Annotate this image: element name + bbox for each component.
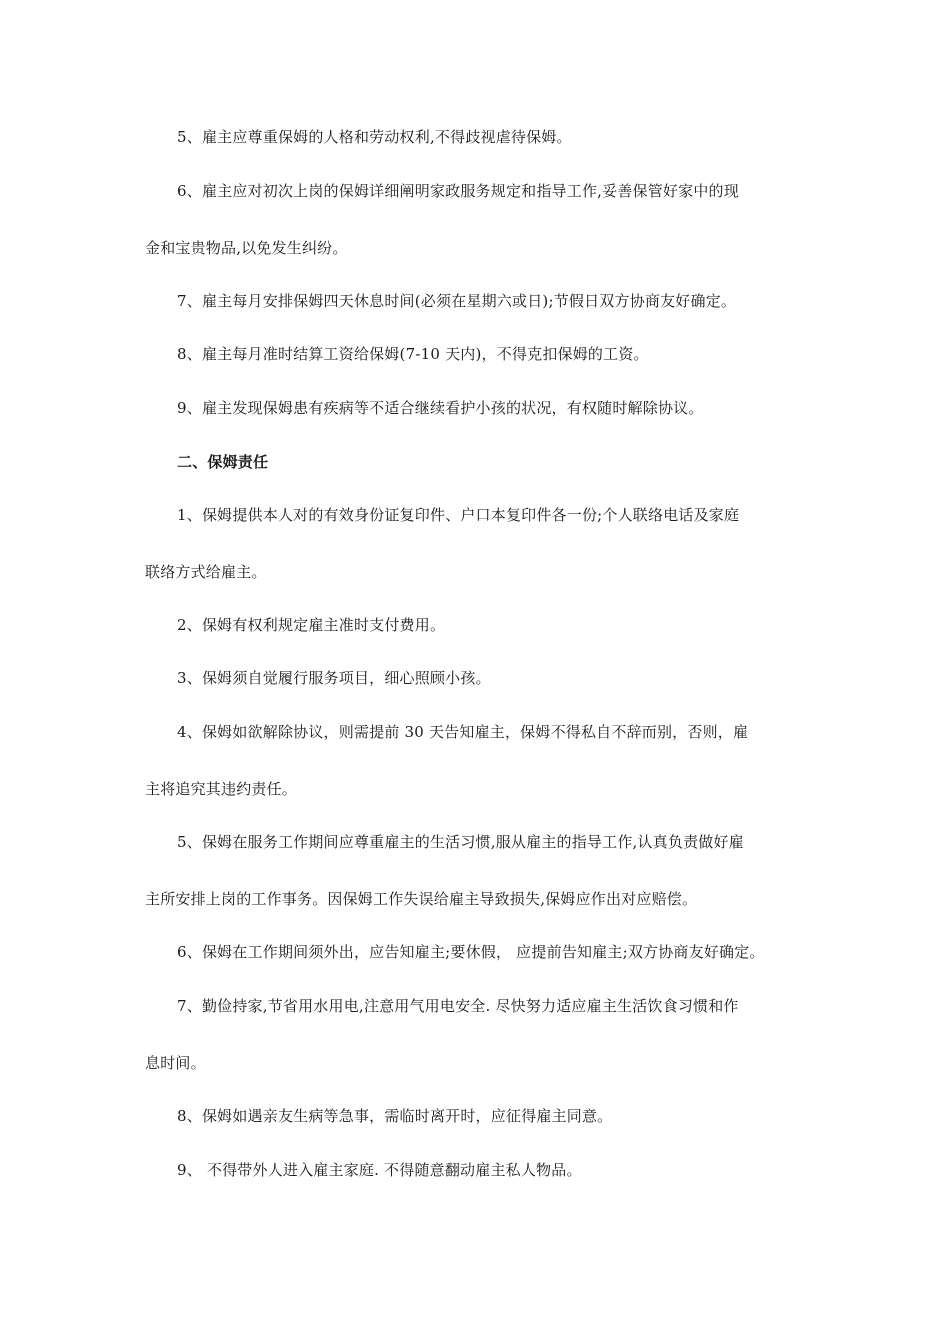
nanny-item-5-line-2: 主所安排上岗的工作事务。因保姆工作失误给雇主导致损失,保姆应作出对应赔偿。 [145,890,698,908]
nanny-item-1-line-2: 联络方式给雇主。 [145,563,267,581]
section-heading-nanny-responsibilities: 二、保姆责任 [177,453,269,471]
nanny-item-7-line-1: 7、勤俭持家,节省用水用电,注意用气用电安全. 尽快努力适应雇主生活饮食习惯和作 [177,997,739,1015]
nanny-item-6: 6、保姆在工作期间须外出，应告知雇主;要休假， 应提前告知雇主;双方协商友好确定。 [177,943,765,961]
employer-item-8: 8、雇主每月准时结算工资给保姆(7-10 天内)，不得克扣保姆的工资。 [177,345,649,363]
nanny-item-4-line-1: 4、保姆如欲解除协议，则需提前 30 天告知雇主，保姆不得私自不辞而别，否则，雇 [177,723,749,741]
nanny-item-5-line-1: 5、保姆在服务工作期间应尊重雇主的生活习惯,服从雇主的指导工作,认真负责做好雇 [177,833,744,851]
nanny-item-7-line-2: 息时间。 [145,1054,206,1072]
employer-item-7: 7、雇主每月安排保姆四天休息时间(必须在星期六或日);节假日双方协商友好确定。 [177,292,737,310]
nanny-item-9: 9、 不得带外人进入雇主家庭. 不得随意翻动雇主私人物品。 [177,1161,582,1179]
nanny-item-4-line-2: 主将追究其违约责任。 [145,780,298,798]
nanny-item-3: 3、保姆须自觉履行服务项目，细心照顾小孩。 [177,669,491,687]
nanny-item-8: 8、保姆如遇亲友生病等急事，需临时离开时，应征得雇主同意。 [177,1107,613,1125]
employer-item-6-line-1: 6、雇主应对初次上岗的保姆详细阐明家政服务规定和指导工作,妥善保管好家中的现 [177,182,739,200]
employer-item-6-line-2: 金和宝贵物品,以免发生纠纷。 [145,239,348,257]
nanny-item-1-line-1: 1、保姆提供本人对的有效身份证复印件、户口本复印件各一份;个人联络电话及家庭 [177,506,740,524]
employer-item-9: 9、雇主发现保姆患有疾病等不适合继续看护小孩的状况，有权随时解除协议。 [177,399,704,417]
nanny-item-2: 2、保姆有权利规定雇主准时支付费用。 [177,616,446,634]
employer-item-5: 5、雇主应尊重保姆的人格和劳动权利,不得歧视虐待保姆。 [177,128,572,146]
